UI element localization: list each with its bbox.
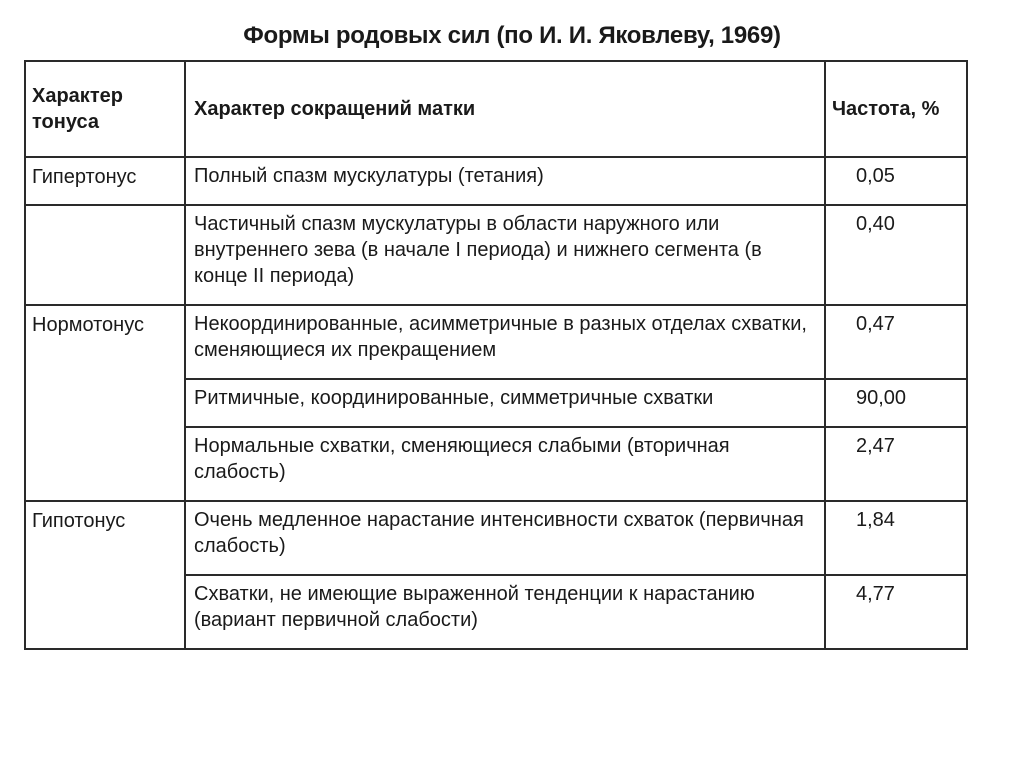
tonus-cell (25, 575, 185, 649)
header-frequency: Частота, % (825, 61, 967, 157)
description-cell: Схватки, не имеющие выраженной тенденции к нарастанию (вариант первичной слабости) (185, 575, 825, 649)
table-row (25, 379, 967, 427)
frequency-cell: 1,84 (825, 501, 967, 575)
frequency-cell: 2,47 (825, 427, 967, 501)
table-row (25, 157, 967, 205)
tonus-cell: Гипотонус (25, 501, 185, 575)
table-row (25, 501, 967, 575)
labor-forces-table (24, 60, 968, 650)
description-cell: Частичный спазм мускулатуры в области наружного или внутреннего зева (в начале I периода) и нижнего сегмента (в конце II периода) (185, 205, 825, 305)
header-tonus: Характер тонуса (25, 61, 185, 157)
tonus-cell: Нормотонус (25, 305, 185, 379)
table-row (25, 305, 967, 379)
frequency-cell: 0,40 (825, 205, 967, 305)
frequency-cell: 4,77 (825, 575, 967, 649)
description-cell: Очень медленное нарастание интенсивности схваток (первичная слабость) (185, 501, 825, 575)
table-row (25, 205, 967, 305)
frequency-cell: 0,05 (825, 157, 967, 205)
table-row (25, 575, 967, 649)
frequency-cell: 0,47 (825, 305, 967, 379)
tonus-cell (25, 427, 185, 501)
tonus-cell (25, 379, 185, 427)
description-cell: Некоординированные, асимметричные в разных отделах схватки, сменяющиеся их прекращением (185, 305, 825, 379)
description-cell: Нормальные схватки, сменяющиеся слабыми (вторичная слабость) (185, 427, 825, 501)
description-cell: Ритмичные, координированные, симметричные схватки (185, 379, 825, 427)
tonus-cell (25, 205, 185, 305)
page-title: Формы родовых сил (по И. И. Яковлеву, 1969) (243, 22, 781, 49)
frequency-cell: 90,00 (825, 379, 967, 427)
table-row (25, 427, 967, 501)
tonus-cell: Гипертонус (25, 157, 185, 205)
description-cell: Полный спазм мускулатуры (тетания) (185, 157, 825, 205)
header-description: Характер сокращений матки (185, 61, 825, 157)
table-header-row (25, 61, 967, 157)
